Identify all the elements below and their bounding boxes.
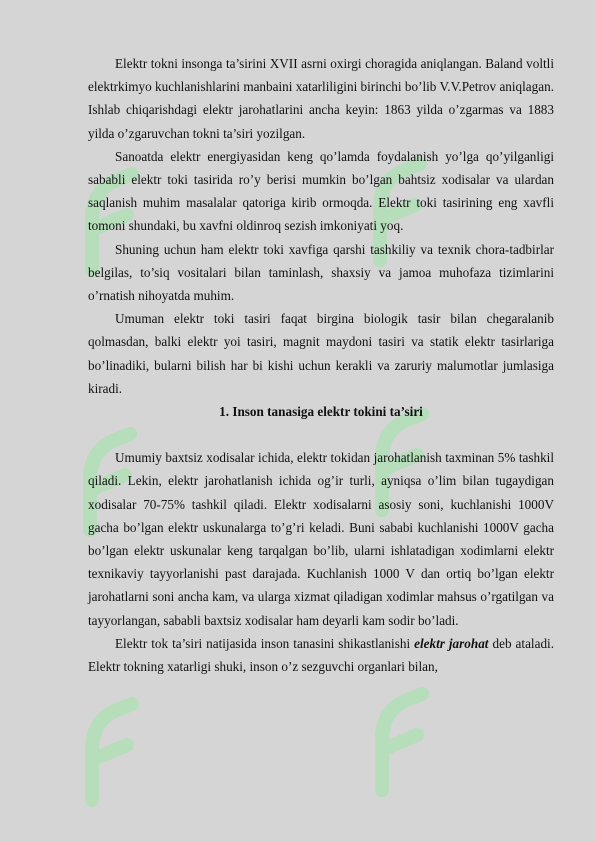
watermark-logo <box>82 690 142 810</box>
document-body <box>88 52 554 678</box>
paragraph-last <box>88 632 554 678</box>
paragraph: Sanoatda elektr energiyasidan keng qo’lamda foydalanish yo’lga qo’yilganligi sababli elektr toki tasirida ro’y berisi mumkin bo’lgan bahtsiz xodisalar va ulardan saqlanish muhim masalalar qatoriga kirib ormoqda. Elektr toki tasirining eng xavfli tomoni shundaki, bu xavfni oldinroq sezish imkoniyati yoq. <box>88 148 554 234</box>
emphasized-term: elektr jarohat <box>414 635 489 651</box>
section-heading: 1. Inson tanasiga elektr tokini ta’siri <box>219 404 423 420</box>
text-run: deb ataladi. Elektr tokning xatarligi shuki, inson o’z sezguvchi organlari bilan, <box>88 635 554 675</box>
watermark-logo <box>372 680 432 800</box>
paragraph: Umumiy baxtsiz xodisalar ichida, elektr tokidan jarohatlanish taxminan 5% tashkil qiladi. Lekin, elektr jarohatlanish ichida og’ir turli, ayniqsa o’lim bilan tugaydigan xodisalar 70-75% tashkil qiladi. Elektr xodisalarni asosiy soni, kuchlanishi 1000V gacha bo’lgan elektr uskunalarga to’g’ri keladi. Buni sababi kuchlanishi 1000V gacha bo’lgan elektr uskunalar keng tarqalgan bo’lib, ularni ishlatadigan xodimlarni elektr texnikaviy tayyorlanishi past darajada. Kuchlanish 1000 V dan ortiq bo’lgan elektr jarohatlarni soni ancha kam, va ularga xizmat qiladigan xodimlar mahsus o’rgatilgan va tayyorlangan, sababli baxtsiz xodisalar ham deyarli kam sodir bo’ladi. <box>88 450 554 628</box>
paragraph: Shuning uchun ham elektr toki xavfiga qarshi tashkiliy va texnik chora-tadbirlar belgilas, to’siq vositalari bilan taminlash, shaxsiy va jamoa muhofaza tizimlarini o’rnatish nihoyatda muhim. <box>88 241 554 304</box>
text-run: Elektr tok ta’siri natijasida inson tanasini shikastlanishi <box>115 635 415 651</box>
paragraph: Umuman elektr toki tasiri faqat birgina biologik tasir bilan chegaralanib qolmasdan, balki elektr yoi tasiri, magnit maydoni tasiri va statik elektr tasirlariga bo’linadiki, bularni bilish har bi kishi uchun kerakli va zaruriy malumotlar jumlasiga kiradi. <box>88 311 554 396</box>
paragraph: Elektr tokni insonga ta’sirini XVII asrni oxirgi choragida aniqlangan. Baland voltli elektrkimyo kuchlanishlarini manbaini xatarliligini birinchi bo’lib V.V.Petrov aniqlagan. Ishlab chiqarishdagi elektr jarohatlarini ancha keyin: 1863 yilda o’zgarmas va 1883 yilda o’zgaruvchan tokni ta’siri yozilgan. <box>88 56 554 141</box>
